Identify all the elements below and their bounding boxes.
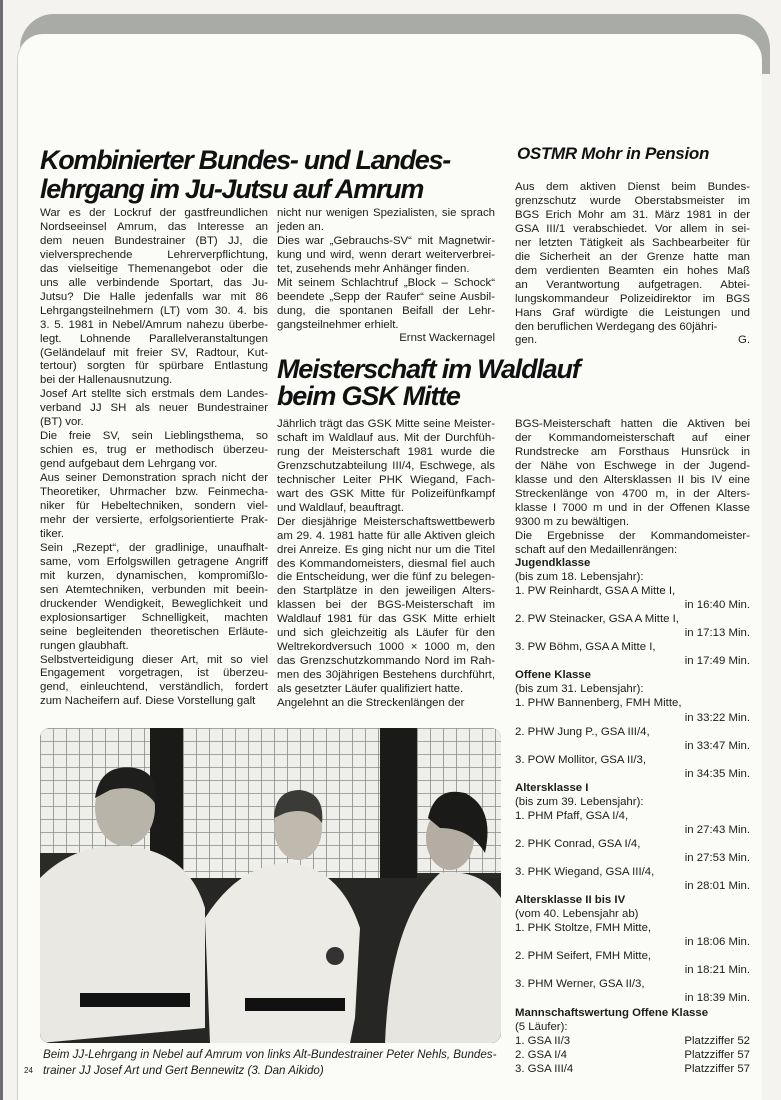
page-number: 24 (24, 1066, 33, 1075)
text-line: das vielseitige Themenangebot oder die (40, 262, 268, 275)
text-line: Jährlich trägt das GSK Mitte seine Meister- (277, 418, 495, 430)
text-line: den beruflichen Werdegang des 60jähri- (515, 320, 718, 333)
team-name: 2. GSA I/4 (515, 1048, 567, 1061)
result-class (515, 893, 750, 1005)
photo-image (40, 728, 501, 1043)
text-line: wart des GSK Mitte für Polizeifünfkampf (277, 487, 495, 500)
result-time: in 17:13 Min. (684, 627, 750, 640)
text-line: und Waldlauf, beauftragt. (277, 501, 404, 514)
result-runner: 2. PW Steinacker, GSA A Mitte I, (515, 613, 679, 626)
text-line: Selbstverteidigung dieser Art, mit so viel (40, 653, 268, 666)
text-line: BGS Erich Mohr am 31. März 1981 in der (515, 208, 750, 221)
article-ju-jutsu-col2 (277, 207, 495, 333)
text-line: men des 30jährigen Bestehens durchführt, (277, 669, 495, 682)
paragraph (515, 181, 750, 334)
text-line: Sein „Rezept“, der gradlinige, unaufhalt- (40, 541, 268, 554)
text-line: Theoretiker, Uhrmacher bzw. Feinmecha- (40, 486, 268, 499)
text-line: Mit seinem Schlachtruf „Block – Schock“ (277, 276, 495, 289)
result-runner: 1. PHM Pfaff, GSA I/4, (515, 809, 629, 822)
team-row (515, 1034, 750, 1048)
paragraph (40, 542, 268, 654)
paragraph (277, 235, 495, 277)
text-line: (Geländelauf mit freier SV, Radtour, Kut- (40, 346, 268, 359)
text-line: schaft im Waldlauf aus. Mit der Durchfüh- (277, 431, 495, 444)
text-line: klassen bei der BGS-Meisterschaft im (277, 599, 495, 612)
text-line: explosionsartiger Schnelligkeit, machten (40, 611, 268, 624)
title-line: Meisterschaft im Waldlauf (277, 354, 580, 384)
text-line: Grenzschutzabteilung III/4, Eschwege, als (277, 459, 495, 472)
text-line: dung, die spontanen Beifall der Lehr- (277, 304, 495, 317)
text-line: die Sicherheit an der Grenze hatte man (515, 250, 750, 263)
result-class (515, 556, 750, 668)
result-runner: 3. PHM Werner, GSA II/3, (515, 978, 645, 991)
text-line: Nordseeinsel Amrum, das Interesse an (40, 220, 268, 233)
text-line: Dies war „Gebrauchs-SV“ mit Magnetwir- (277, 234, 495, 247)
text-line: dem neuen Bundestrainer (BT) JJ, die (40, 234, 268, 247)
page-edge (0, 0, 3, 1100)
text-line: BGS-Meisterschaft hatten die Aktiven bei (515, 418, 750, 430)
article-author: Ernst Wackernagel (399, 332, 495, 344)
result-runner: 2. PHW Jung P., GSA III/4, (515, 725, 650, 738)
article-mohr-ending (515, 334, 750, 348)
text-line: der Kommandomeisterschaft auf einer (515, 431, 750, 444)
text-line: niker für Hebeltechniken, sondern viel- (40, 500, 268, 513)
result-time: in 28:01 Min. (684, 880, 750, 893)
result-time: in 27:53 Min. (684, 851, 750, 864)
result-runner: 1. PW Reinhardt, GSA A Mitte I, (515, 585, 676, 598)
text-line: Streckenlänge von 4700 m, in der Alters- (515, 487, 750, 500)
text-line: zum Nacheifern auf. Diese Vorstellung galt (40, 695, 256, 708)
result-time: in 34:35 Min. (684, 767, 750, 780)
text-line: legt. Lohnende Parallelveranstaltungen (40, 332, 268, 345)
text-line: 9300 m zu bewältigen. (515, 515, 629, 528)
text-line: Jutsu? Die Halle jedenfalls war mit 86 (40, 290, 268, 303)
text-line: Der diesjährige Meisterschaftswettbewerb (277, 515, 495, 528)
paragraph (277, 516, 495, 697)
text-line: als gesetzter Läufer qualifiziert hatte. (277, 683, 464, 696)
photo-three-judoka (40, 728, 501, 1043)
result-time: in 18:39 Min. (684, 992, 750, 1005)
text-line: 3. 5. 1981 in Nebel/Amrum nahezu überbe- (40, 318, 268, 331)
result-runner: 1. PHW Bannenberg, FMH Mitte, (515, 697, 682, 710)
paragraph (277, 418, 495, 516)
paragraph (40, 388, 268, 430)
article-title-ju-jutsu (40, 146, 450, 204)
team-results (515, 1006, 750, 1076)
text-line: mehr der versierte, erfolgsorientierte Prak- (40, 513, 268, 526)
class-age-range: (bis zum 39. Lebensjahr): (515, 795, 644, 808)
result-runner: 3. PW Böhm, GSA A Mitte I, (515, 641, 656, 654)
text-line: jeden an. (277, 220, 324, 233)
class-age-range: (bis zum 18. Lebensjahr): (515, 571, 644, 584)
team-score: Platzziffer 52 (684, 1034, 750, 1047)
caption-line: trainer JJ Josef Art und Gert Bennewitz (3. Dan Aikido) (43, 1064, 324, 1077)
result-time: in 33:47 Min. (684, 739, 750, 752)
team-row (515, 1062, 750, 1076)
text-line: Josef Art stellte sich erstmals dem Landes- (40, 388, 268, 401)
paragraph (40, 207, 268, 388)
text-line: Aus dem aktiven Dienst beim Bundes- (515, 181, 750, 193)
paragraph (515, 530, 750, 558)
text-line: ner letzten Tätigkeit als Sachbearbeiter für (515, 236, 750, 249)
team-size: (5 Läufer): (515, 1020, 568, 1033)
article-title-waldlauf (277, 356, 580, 410)
result-class (515, 781, 750, 893)
text-line: uns alle verbindende Sportart, das Ju- (40, 276, 268, 289)
result-time: in 33:22 Min. (684, 711, 750, 724)
text-line: Engagement vorgetragen, ist überzeu- (40, 667, 268, 680)
text-line: kung und wird, wenn derart weiterverbrei- (277, 248, 495, 261)
result-runner: 3. PHK Wiegand, GSA III/4, (515, 866, 655, 879)
text-line: (BT) vor. (40, 416, 84, 429)
text-line: Die Ergebnisse der Kommandomeister- (515, 529, 750, 542)
text-line: tertour) sorgten für spürbare Entlastung (40, 360, 268, 373)
text-line: Rundstrecke am Forsthaus Hunsrück in (515, 445, 750, 458)
text-line: den Startplätze in den jeweiligen Alters- (277, 585, 495, 598)
text-line: same, vom Erfolgswillen getragene Angriff (40, 555, 268, 568)
class-heading: Altersklasse I (515, 781, 589, 794)
class-age-range: (vom 40. Lebensjahr ab) (515, 908, 639, 921)
text-line: Angelehnt an die Streckenlängen der (277, 697, 465, 710)
text-line: die Entscheidung, wer die fünf zu belegen- (277, 571, 495, 584)
class-heading: Mannschaftswertung Offene Klasse (515, 1006, 709, 1019)
text-line: klasse und den Altersklassen II bis IV eine (515, 473, 750, 486)
text-line: gend aufgebaut dem Lehrgang vor. (40, 458, 218, 471)
text-line: des Kommandomeisters, diesmal fiel auch (277, 557, 495, 570)
article-waldlauf-col1 (277, 418, 495, 711)
text-line: gend, einleuchtend, verständlich, fordert (40, 681, 268, 694)
paragraph (277, 207, 495, 235)
text-line: seine begleitenden theoretischen Erläute- (40, 625, 268, 638)
text-line: Aus seiner Demonstration sprach nicht der (40, 472, 268, 485)
text-line: grenzschutz wurde Oberstabsmeister im (515, 194, 750, 207)
paragraph (277, 277, 495, 333)
team-name: 1. GSA II/3 (515, 1034, 571, 1047)
team-score: Platzziffer 57 (684, 1062, 750, 1075)
class-heading: Jugendklasse (515, 557, 591, 569)
text-line: lungskommandeur Polizeidirektor im BGS (515, 292, 750, 305)
text-line: und sich gleichzeitig als Läufer für den (277, 627, 495, 640)
article-waldlauf-col2 (515, 418, 750, 558)
paragraph (515, 418, 750, 530)
results-list (515, 556, 750, 1076)
class-heading: Altersklasse II bis IV (515, 894, 626, 907)
text-line: der Nähe von Eschwege in der Jugend- (515, 459, 750, 472)
text-line: beendete „Sepp der Raufer“ seine Ausbil- (277, 290, 495, 303)
text-line: nicht nur wenigen Spezialisten, sie sprach (277, 207, 495, 219)
paragraph (40, 472, 268, 542)
paragraph (40, 430, 268, 472)
text-line: das Grenzschutzkommando Nord im Rah- (277, 655, 495, 668)
text-line: vielversprechende Lehrerverpflichtung, (40, 248, 268, 261)
result-runner: 2. PHM Seifert, FMH Mitte, (515, 950, 652, 963)
class-age-range: (bis zum 31. Lebensjahr): (515, 683, 644, 696)
team-row (515, 1048, 750, 1062)
result-runner: 3. POW Mollitor, GSA II/3, (515, 753, 647, 766)
text-line: tet, zusehends mehr Anhänger finden. (277, 262, 470, 275)
text-line: Hans Graf würdigte die Leistungen und (515, 306, 750, 319)
result-time: in 17:49 Min. (684, 655, 750, 668)
text-line: schien es, trug er methodisch überzeu- (40, 444, 268, 457)
caption-line: Beim JJ-Lehrgang in Nebel auf Amrum von links Alt-Bundestrainer Peter Nehls, Bundes- (43, 1048, 497, 1061)
text-line: bei der Hallenausnutzung. (40, 374, 173, 387)
article-title-mohr: OSTMR Mohr in Pension (517, 144, 710, 163)
article-author: G. (737, 334, 750, 346)
article-ju-jutsu-col1 (40, 207, 268, 709)
result-time: in 27:43 Min. (684, 823, 750, 836)
result-runner: 1. PHK Stoltze, FMH Mitte, (515, 922, 652, 935)
title-line: Kombinierter Bundes- und Landes- (40, 145, 450, 175)
text-line: technischer Leiter PHK Wiegand, Fach- (277, 473, 495, 486)
text-line: am 29. 4. 1981 hatte für alle Aktiven gleich (277, 529, 495, 542)
paragraph (277, 697, 495, 711)
result-runner: 2. PHK Conrad, GSA I/4, (515, 837, 641, 850)
title-line: beim GSK Mitte (277, 381, 460, 411)
text-line: an Verantwortung aufgetragen. Abtei- (515, 278, 750, 291)
paragraph (40, 654, 268, 710)
text-line: drei Anreize. Es ging nicht nur um die Titel (277, 543, 495, 556)
text-line: Die freie SV, sein Lieblingsthema, so (40, 430, 268, 443)
text-line: Weltrekordversuch 1000 × 1000 m, den (277, 641, 495, 654)
text-line: Waldlauf 1981 für das GSK Mitte erhielt (277, 613, 495, 626)
text-line: tiker. (40, 527, 65, 540)
photo-caption (43, 1047, 496, 1079)
text-line: Lehrgangsteilnehmern (LT) vom 30. 4. bis (40, 304, 268, 317)
team-name: 3. GSA III/4 (515, 1062, 574, 1075)
result-time: in 18:21 Min. (684, 964, 750, 977)
text-line: GSA III/1 verabschiedet. Vor allem in sei- (515, 222, 750, 235)
text-line: sen Atemtechniken, verbunden mit beein- (40, 583, 268, 596)
text-line: gangsteilnehmer erhielt. (277, 318, 399, 331)
result-time: in 18:06 Min. (684, 936, 750, 949)
result-time: in 16:40 Min. (684, 599, 750, 612)
title-line: lehrgang im Ju-Jutsu auf Amrum (40, 174, 424, 204)
text-line: dem verdienten Beamten ein hohes Maß (515, 264, 750, 277)
text-line: War es der Lockruf der gastfreundlichen (40, 207, 268, 219)
result-class (515, 668, 750, 780)
article-mohr-body (515, 181, 750, 334)
class-heading: Offene Klasse (515, 669, 591, 682)
last-line: gen. (515, 334, 538, 346)
text-line: druckender Wendigkeit, Beweglichkeit und (40, 597, 268, 610)
team-score: Platzziffer 57 (684, 1048, 750, 1061)
text-line: rung der Meisterschaft 1981 wurde die (277, 445, 495, 458)
text-line: rungen glaubhaft. (40, 639, 129, 652)
text-line: verband JJ SH als neuer Bundestrainer (40, 402, 268, 415)
text-line: schaft auf den Medaillenrängen: (515, 543, 678, 556)
text-line: mit kurzen, dynamischen, kompromißlo- (40, 569, 268, 582)
text-line: klasse I 7000 m und in der Offenen Klasse (515, 501, 750, 514)
